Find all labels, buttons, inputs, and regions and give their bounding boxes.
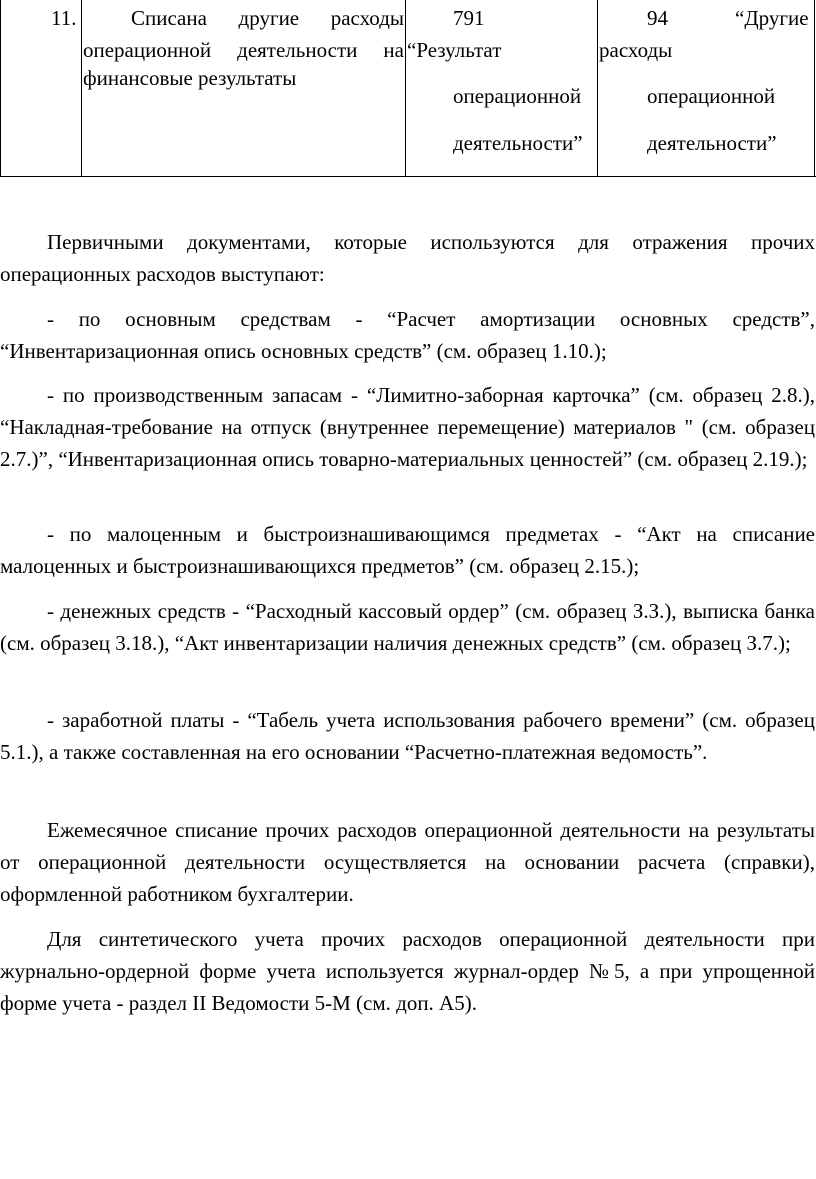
debit-name-line-2: операционной bbox=[453, 84, 582, 108]
description-line-1 bbox=[131, 2, 404, 34]
paragraph-fixed-assets: - по основным средствам - “Расчет амортизации основных средств”, “Инвентаризационная опись основных средств” (см. образец 1.10.); bbox=[0, 307, 815, 363]
column-divider bbox=[81, 0, 82, 177]
credit-name-line-2: операционной bbox=[647, 84, 776, 108]
description-word: Списана bbox=[131, 6, 207, 30]
paragraph-cash: - денежных средств - “Расходный кассовый ордер” (см. образец З.З.), выписка банка (см. образец 3.18.), “Акт инвентаризации наличия денежных средств” (см. образец З.7.); bbox=[0, 599, 815, 655]
debit-account-number: 791 bbox=[453, 6, 485, 30]
row-number: 11. bbox=[51, 6, 77, 30]
table-row-11 bbox=[0, 0, 816, 177]
description-word: другие bbox=[238, 6, 300, 30]
credit-name-line-3: деятельности” bbox=[647, 131, 777, 155]
debit-name-line-1: “Результат bbox=[407, 38, 502, 62]
paragraph-low-value-items: - по малоценным и быстроизнашивающимся предметах - “Акт на списание малоценных и быстроизнашивающихся предметов” (см. образец 2.15.); bbox=[0, 522, 815, 578]
debit-name-line-3: деятельности” bbox=[453, 131, 583, 155]
credit-name-line-1: расходы bbox=[599, 38, 673, 62]
paragraph-inventories: - по производственным запасам - “Лимитно-заборная карточка” (см. образец 2.8.), “Накладная-требование на отпуск (внутреннее перемещение) материалов " (см. образец 2.7.)”, “Инвентаризационная опись товарно-материальных ценностей” (см. образец 2.19.); bbox=[0, 383, 815, 471]
credit-name-first: “Другие bbox=[735, 6, 809, 30]
description-line-2: операционной деятельности на bbox=[83, 38, 404, 62]
description-line-3: финансовые результаты bbox=[83, 66, 297, 90]
paragraph-primary-documents: Первичными документами, которые используются для отражения прочих операционных расходов выступают: bbox=[0, 230, 815, 286]
column-divider bbox=[597, 0, 598, 177]
column-divider bbox=[814, 0, 815, 177]
column-divider bbox=[405, 0, 406, 177]
paragraph-synthetic-accounting: Для синтетического учета прочих расходов операционной деятельности при журнально-ордерной форме учета используется журнал-ордер №5, а при упрощенной форме учета - раздел II Ведомости 5-М (см. доп. А5). bbox=[0, 927, 815, 1015]
paragraph-monthly-writeoff: Ежемесячное списание прочих расходов операционной деятельности на результаты от операционной деятельности осуществляется на основании расчета (справки), оформленной работником бухгалтерии. bbox=[0, 818, 815, 906]
description-text bbox=[131, 2, 404, 34]
description-word: расходы bbox=[330, 6, 404, 30]
paragraph-wages: - заработной платы - “Табель учета использования рабочего времени” (см. образец 5.1.), а также составленная на его основании “Расчетно-платежная ведомость”. bbox=[0, 708, 815, 764]
credit-account-number: 94 bbox=[647, 6, 668, 30]
